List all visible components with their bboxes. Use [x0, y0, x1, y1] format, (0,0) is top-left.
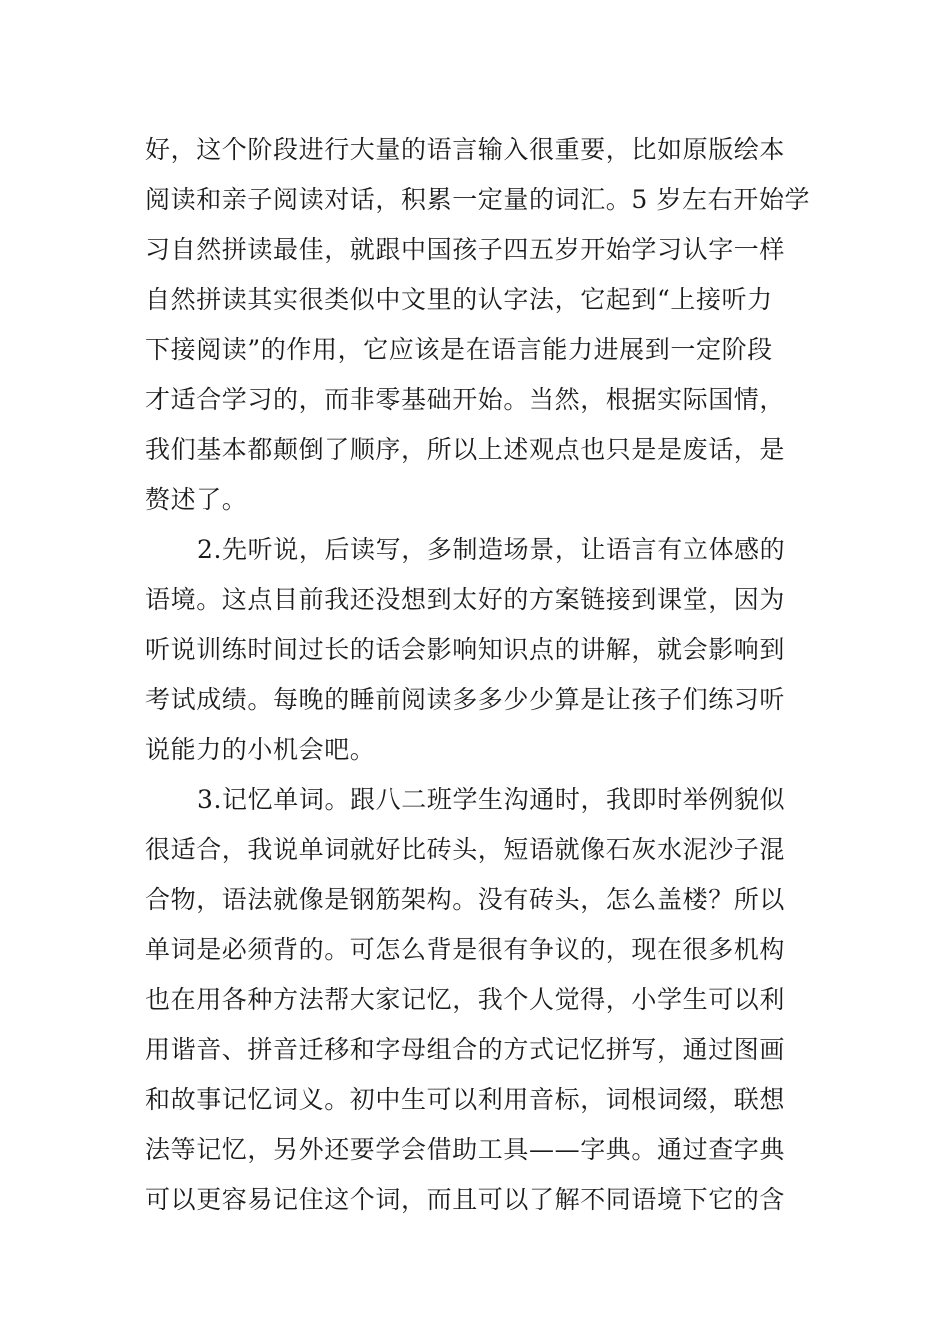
text-line: 可以更容易记住这个词，而且可以了解不同语境下它的含: [145, 1185, 786, 1214]
text-line: 也在用各种方法帮大家记忆，我个人觉得，小学生可以利: [145, 985, 786, 1014]
text-line: 说能力的小机会吧。: [145, 735, 376, 764]
text-line: 习自然拼读最佳，就跟中国孩子四五岁开始学习认字一样: [145, 235, 786, 264]
text-line: 语境。这点目前我还没想到太好的方案链接到课堂，因为: [145, 585, 786, 614]
text-line: 自然拼读其实很类似中文里的认字法，它起到“上接听力: [145, 285, 773, 314]
text-line: 才适合学习的，而非零基础开始。当然，根据实际国情，: [145, 385, 786, 414]
text-line: 和故事记忆词义。初中生可以利用音标，词根词缀，联想: [145, 1085, 786, 1114]
text-line: 很适合，我说单词就好比砖头，短语就像石灰水泥沙子混: [145, 835, 786, 864]
text-line: 好，这个阶段进行大量的语言输入很重要，比如原版绘本: [145, 135, 786, 164]
text-line: 阅读和亲子阅读对话，积累一定量的词汇。5 岁左右开始学: [145, 185, 811, 214]
text-line: 法等记忆，另外还要学会借助工具——字典。通过查字典: [145, 1135, 786, 1164]
paragraph-2-first-line: 2.先听说，后读写，多制造场景，让语言有立体感的: [197, 535, 786, 564]
text-line: 下接阅读”的作用，它应该是在语言能力进展到一定阶段: [145, 335, 773, 364]
paragraph-3-first-line: 3.记忆单词。跟八二班学生沟通时，我即时举例貌似: [197, 785, 786, 814]
text-line: 合物，语法就像是钢筋架构。没有砖头，怎么盖楼？所以: [145, 885, 786, 914]
text-line: 赘述了。: [145, 485, 248, 514]
text-line: 我们基本都颠倒了顺序，所以上述观点也只是是废话，是: [145, 435, 786, 464]
text-line: 听说训练时间过长的话会影响知识点的讲解，就会影响到: [145, 635, 786, 664]
text-line: 考试成绩。每晚的睡前阅读多多少少算是让孩子们练习听: [145, 685, 786, 714]
text-line: 用谐音、拼音迁移和字母组合的方式记忆拼写，通过图画: [145, 1035, 786, 1064]
text-line: 单词是必须背的。可怎么背是很有争议的，现在很多机构: [145, 935, 786, 964]
